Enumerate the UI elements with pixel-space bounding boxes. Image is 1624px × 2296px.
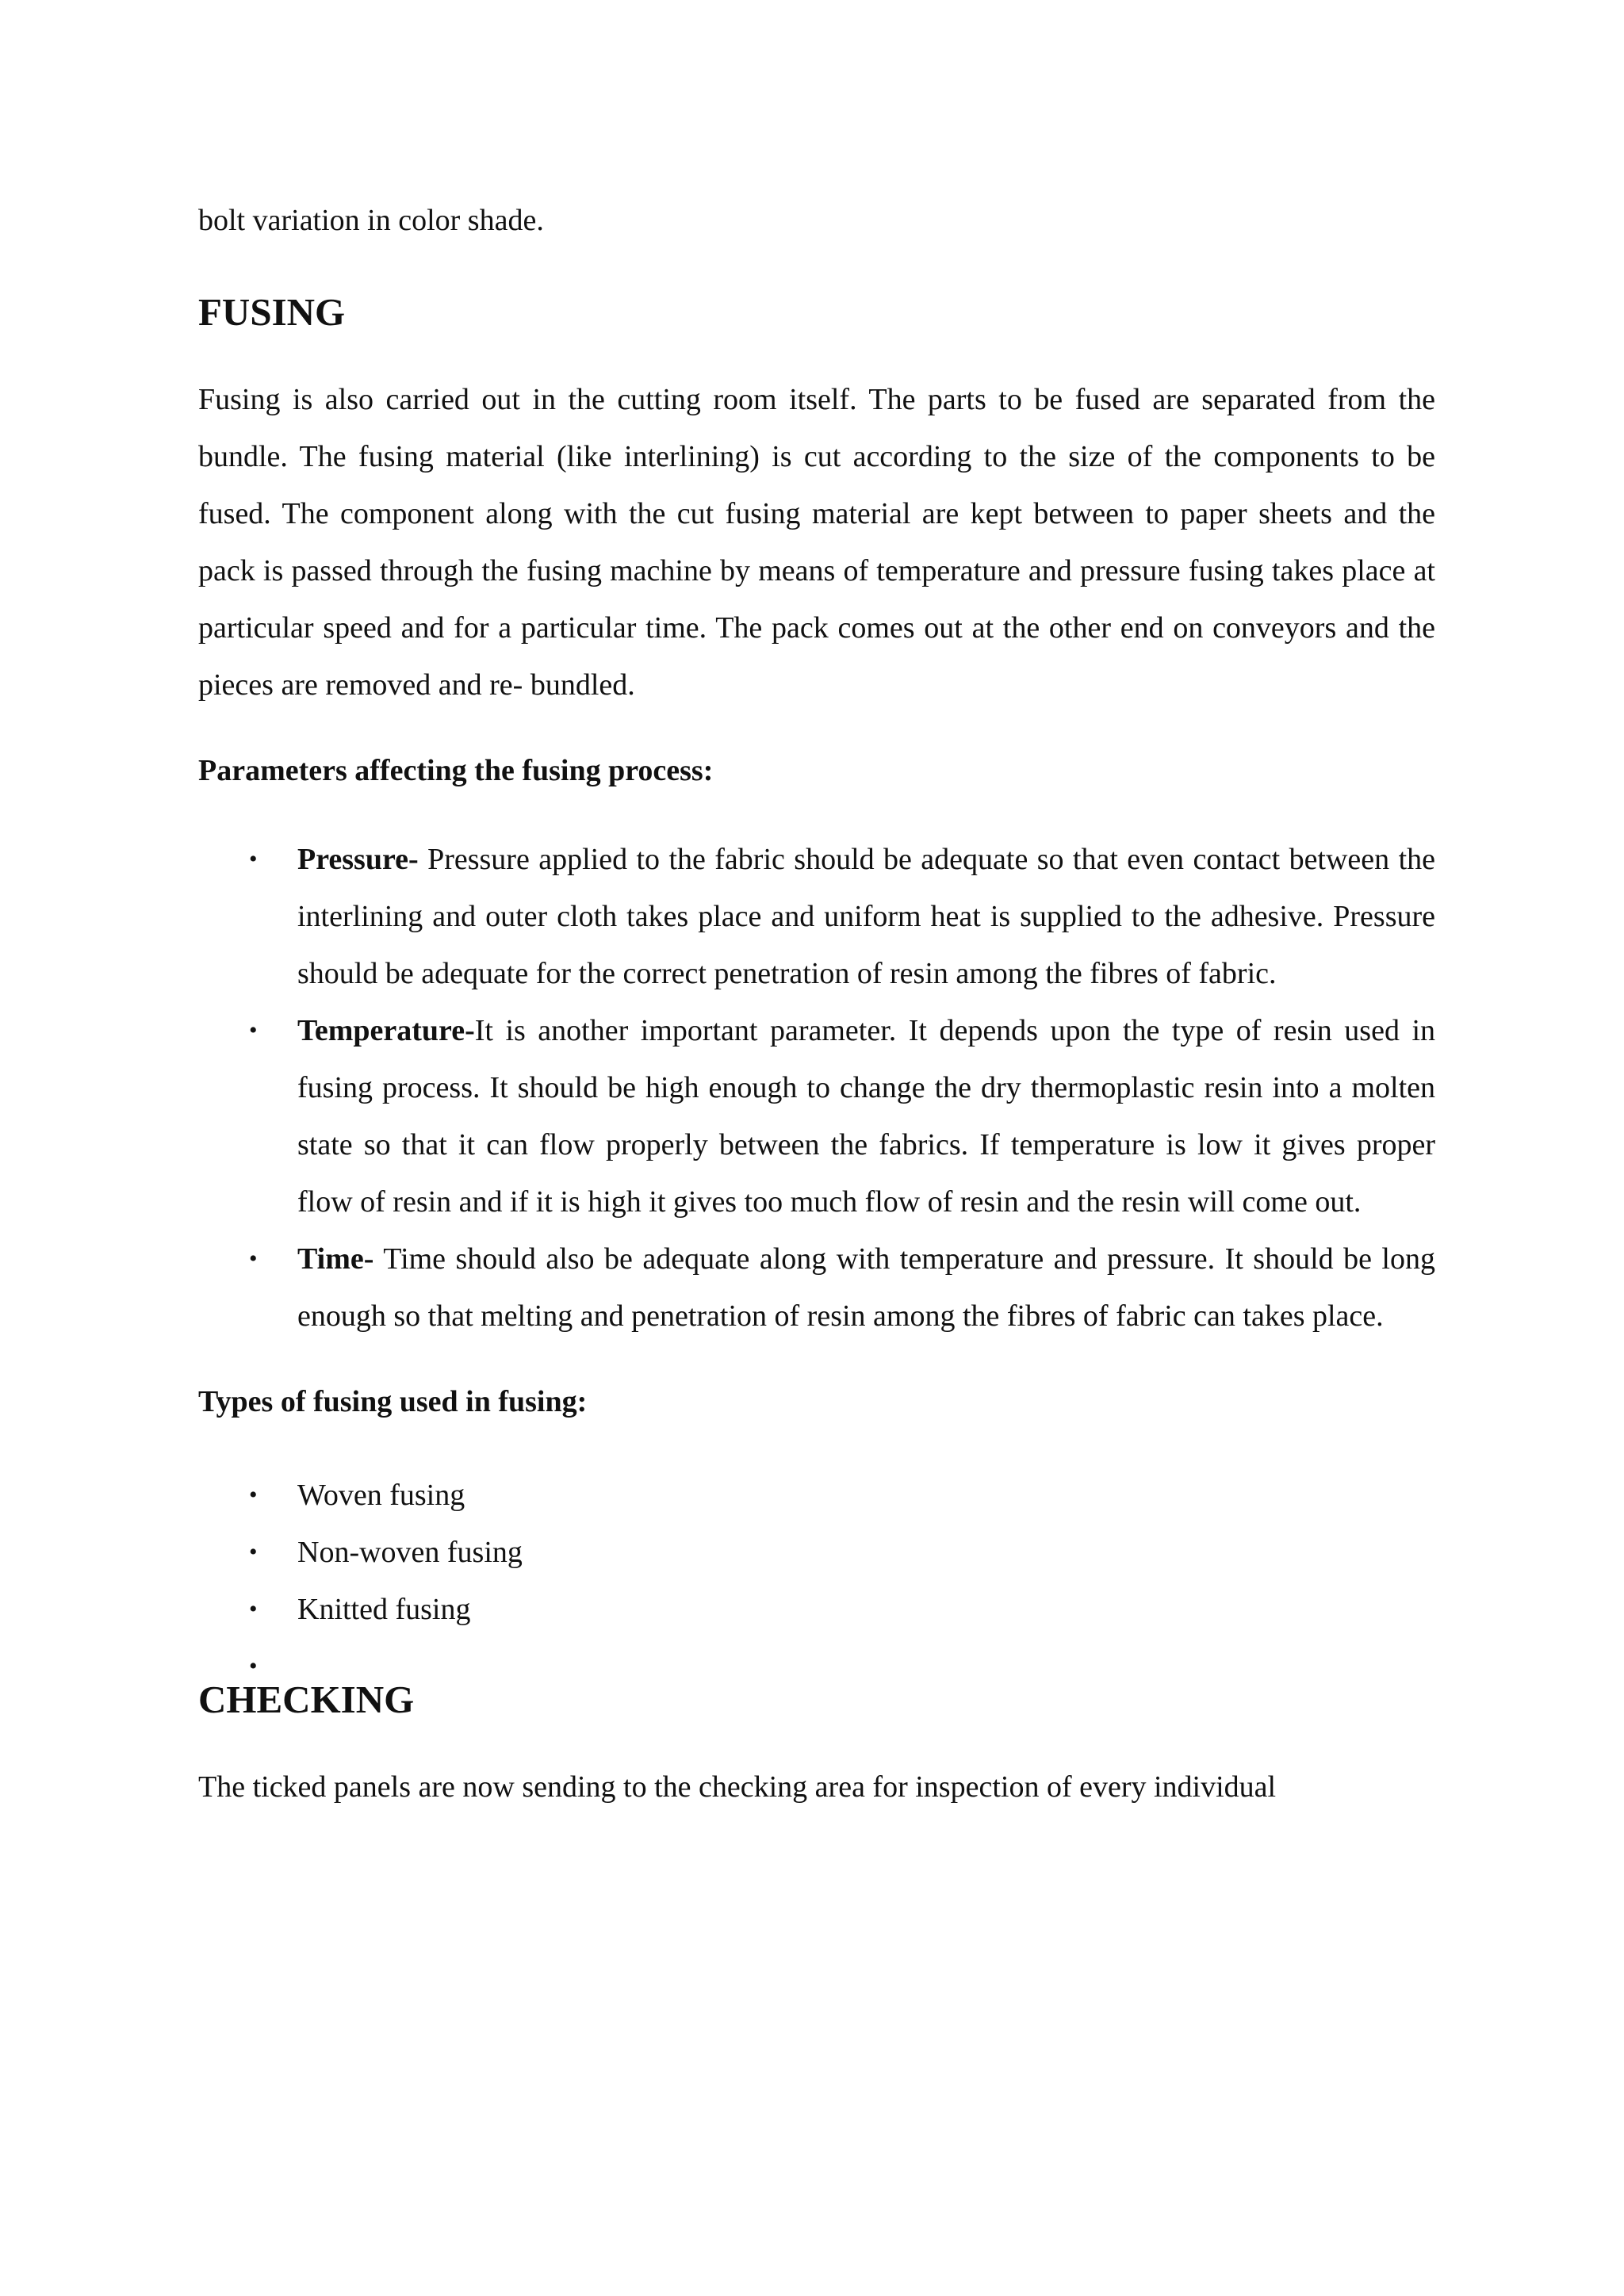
item-text: Time should also be adequate along with temperature and pressure. It should be long enough so that melting and penetration of resin among the fibres of fabric can takes place.	[297, 1242, 1435, 1333]
item-text: Woven fusing	[297, 1479, 465, 1512]
types-heading: Types of fusing used in fusing:	[198, 1385, 588, 1418]
item-text: Pressure applied to the fabric should be adequate so that even contact between the interlining and outer cloth takes place and uniform heat is supplied to the adhesive. Pressure should be adequate for the correct penetration of resin among the fibres of fabric.	[297, 843, 1435, 990]
item-lead: Time-	[297, 1242, 374, 1276]
parameters-heading: Parameters affecting the fusing process:	[198, 754, 714, 787]
item-lead: Temperature-	[297, 1014, 475, 1047]
list-item	[198, 1002, 1435, 1230]
checking-heading: CHECKING	[198, 1678, 415, 1721]
fusing-paragraph: Fusing is also carried out in the cutting room itself. The parts to be fused are separated from the bundle. The fusing material (like interlining) is cut according to the size of the components to be fused. The component along with the cut fusing material are kept between to paper sheets and the pack is passed through the fusing machine by means of temperature and pressure fusing takes place at particular speed and for a particular time. The pack comes out at the other end on conveyors and the pieces are removed and re- bundled.	[198, 383, 1435, 702]
parameters-list	[198, 831, 1435, 1345]
types-list	[198, 1467, 1435, 1679]
list-item	[198, 1524, 1435, 1581]
checking-paragraph: The ticked panels are now sending to the checking area for inspection of every individual	[198, 1770, 1277, 1804]
bullet-icon: •	[249, 1596, 258, 1622]
bullet-icon: •	[249, 1246, 258, 1272]
list-item	[198, 1467, 1435, 1524]
item-text: It is another important parameter. It depends upon the type of resin used in fusing process. It should be high enough to change the dry thermoplastic resin into a molten state so that it can flow properly between the fabrics. If temperature is low it gives proper flow of resin and if it is high it gives too much flow of resin and the resin will come out.	[297, 1014, 1435, 1219]
list-item	[198, 1230, 1435, 1345]
item-text: Knitted fusing	[297, 1593, 471, 1626]
bullet-icon: •	[249, 1653, 258, 1679]
item-lead: Pressure-	[297, 843, 419, 876]
bullet-icon: •	[249, 1482, 258, 1508]
document-content	[198, 192, 1435, 1816]
list-item	[198, 831, 1435, 1002]
bullet-icon: •	[249, 1539, 258, 1565]
intro-line: bolt variation in color shade.	[198, 204, 544, 237]
item-text: Non-woven fusing	[297, 1536, 523, 1569]
bullet-icon: •	[249, 1017, 258, 1043]
bullet-icon: •	[249, 846, 258, 872]
list-item	[198, 1581, 1435, 1638]
fusing-heading: FUSING	[198, 290, 346, 334]
